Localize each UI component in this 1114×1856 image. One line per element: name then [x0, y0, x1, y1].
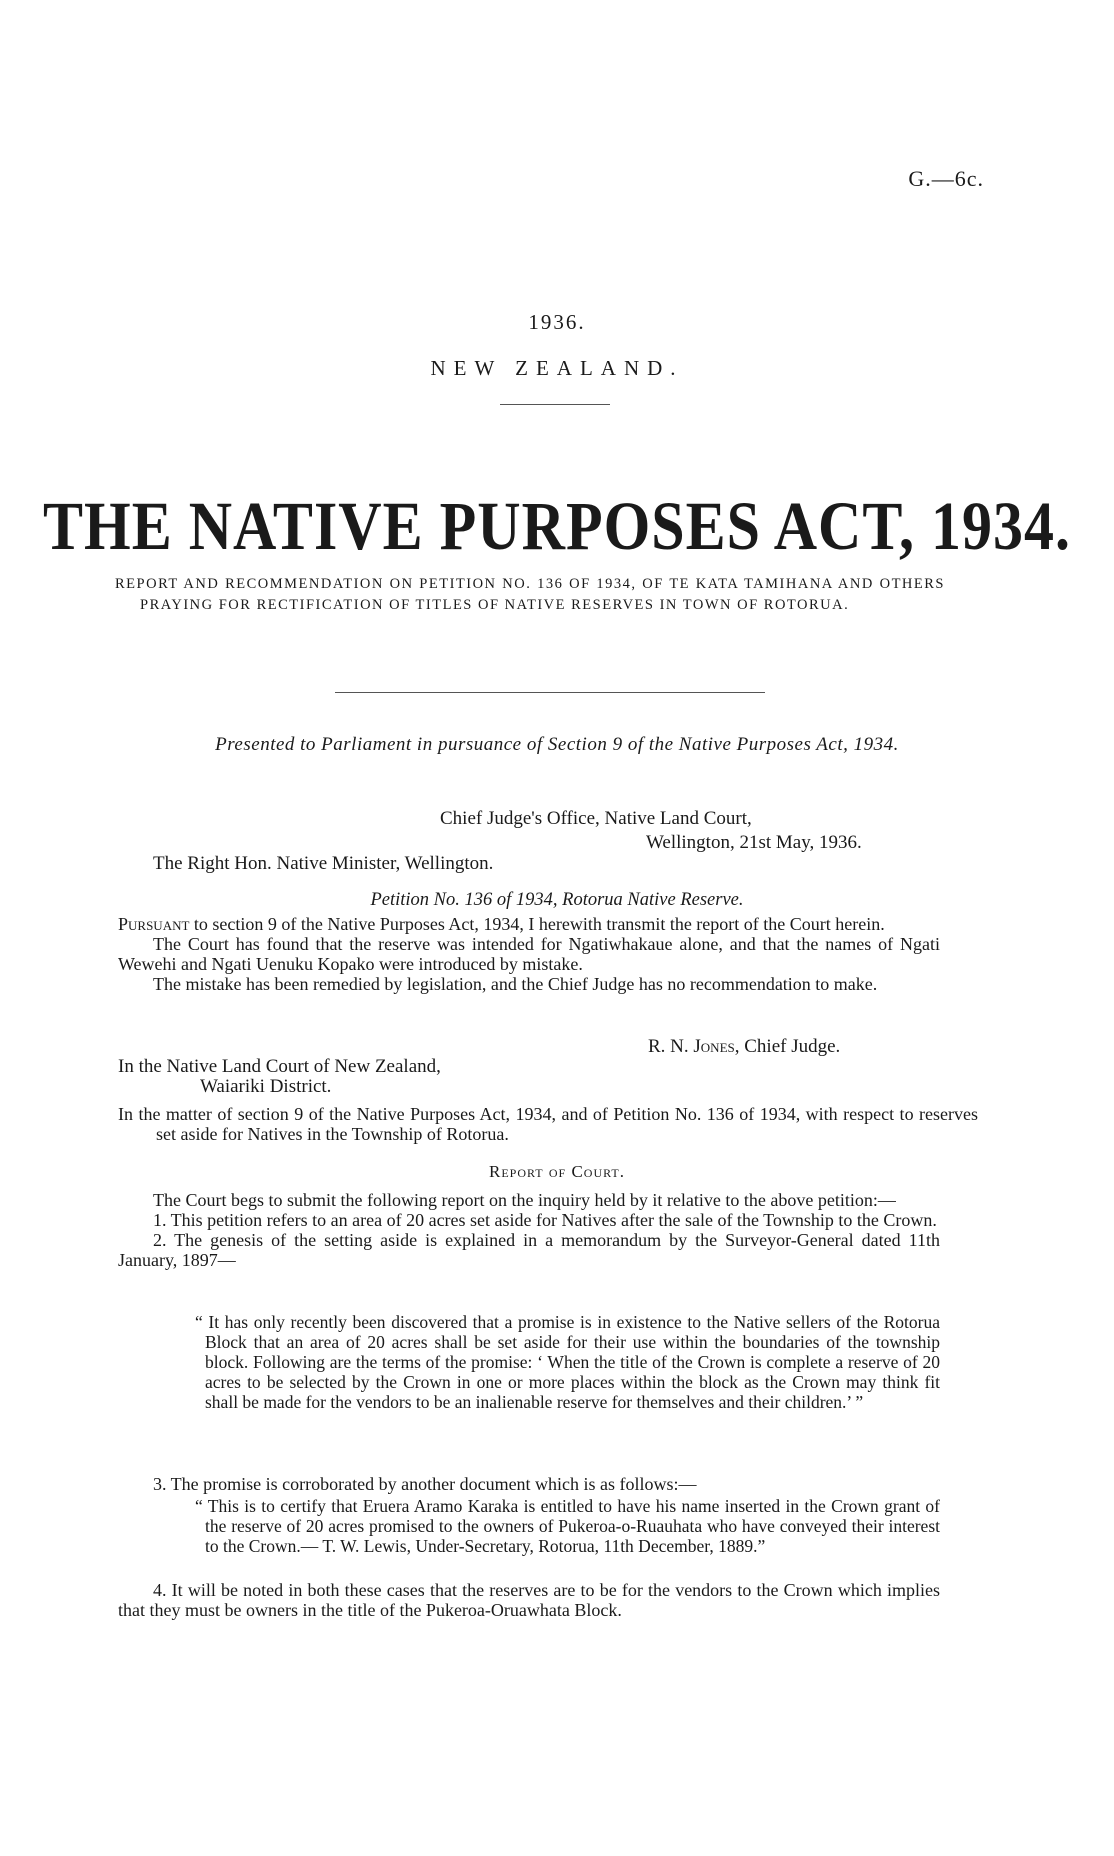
- court-heading-line-2: Waiariki District.: [200, 1076, 332, 1097]
- paragraph-2: The Court has found that the reserve was intended for Ngatiwhakaue alone, and that the names of Ngati Wewehi and Ngati Uenuku Kopako were introduced by mistake.: [118, 934, 940, 974]
- lead-word: Pursuant: [118, 914, 190, 934]
- report-item-2: 2. The genesis of the setting aside is explained in a memorandum by the Surveyor-General dated 11th January, 1897—: [118, 1230, 940, 1270]
- divider-short: [500, 404, 610, 405]
- petition-title: Petition No. 136 of 1934, Rotorua Native Reserve.: [370, 890, 744, 910]
- quote-memorandum: “ It has only recently been discovered that a promise is in existence to the Native sellers of the Rotorua Block that an area of 20 acres shall be set aside for their use within the boundaries of the township block. Following are the terms of the promise: ‘ When the title of the Crown is complete a reserve of 20 acres to be selected by the Crown in one or more places within the block as the Crown may think fit shall be made for the vendors to be an inalienable reserve for themselves and their children.’ ”: [195, 1312, 940, 1412]
- document-year: 1936.: [528, 310, 586, 334]
- report-item-4: 4. It will be noted in both these cases that the reserves are to be for the vendors to the Crown which implies that they must be owners in the title of the Pukeroa-Oruawhata Block.: [118, 1580, 940, 1620]
- report-heading: Report of Court.: [489, 1162, 625, 1181]
- report-item-3: 3. The promise is corroborated by another document which is as follows:—: [153, 1474, 697, 1494]
- document-subtitle: REPORT AND RECOMMENDATION ON PETITION NO. 136 OF 1934, OF TE KATA TAMIHANA AND OTHERS PRAYING FOR RECTIFICATION OF TITLES OF NATIVE RESERVES IN TOWN OF ROTORUA.: [115, 576, 945, 613]
- court-heading-line-1: In the Native Land Court of New Zealand,: [118, 1056, 441, 1077]
- page-reference: G.—6c.: [908, 166, 984, 191]
- signature: [648, 1036, 840, 1058]
- divider-medium: [335, 692, 765, 693]
- report-item-1: 1. This petition refers to an area of 20 acres set aside for Natives after the sale of the Township to the Crown.: [153, 1210, 937, 1230]
- signature-name: R. N. Jones: [648, 1036, 735, 1057]
- matter-paragraph: In the matter of section 9 of the Native Purposes Act, 1934, and of Petition No. 136 of 1934, with respect to reserves set aside for Natives in the Township of Rotorua.: [118, 1104, 978, 1144]
- report-intro: The Court begs to submit the following report on the inquiry held by it relative to the above petition:—: [153, 1190, 896, 1210]
- letter-body: [118, 914, 940, 994]
- letter-dateline: Wellington, 21st May, 1936.: [646, 832, 862, 853]
- country-heading: NEW ZEALAND.: [430, 356, 684, 380]
- signature-title: , Chief Judge.: [734, 1036, 841, 1057]
- report-body: [118, 1190, 940, 1270]
- presentation-note: Presented to Parliament in pursuance of Section 9 of the Native Purposes Act, 1934.: [215, 734, 899, 755]
- paragraph-3: The mistake has been remedied by legislation, and the Chief Judge has no recommendation to make.: [153, 974, 878, 994]
- paragraph-1-text: to section 9 of the Native Purposes Act, 1934, I herewith transmit the report of the Court herein.: [189, 914, 885, 934]
- letter-office: Chief Judge's Office, Native Land Court,: [440, 808, 752, 829]
- paragraph-1: [118, 914, 940, 934]
- letter-addressee: The Right Hon. Native Minister, Wellington.: [153, 853, 494, 874]
- page-title: THE NATIVE PURPOSES ACT, 1934.: [43, 487, 1071, 564]
- quote-certificate: “ This is to certify that Eruera Aramo Karaka is entitled to have his name inserted in the Crown grant of the reserve of 20 acres promised to the owners of Pukeroa-o-Ruauhata who have conveyed their interest to the Crown.— T. W. Lewis, Under-Secretary, Rotorua, 11th December, 1889.”: [195, 1496, 940, 1556]
